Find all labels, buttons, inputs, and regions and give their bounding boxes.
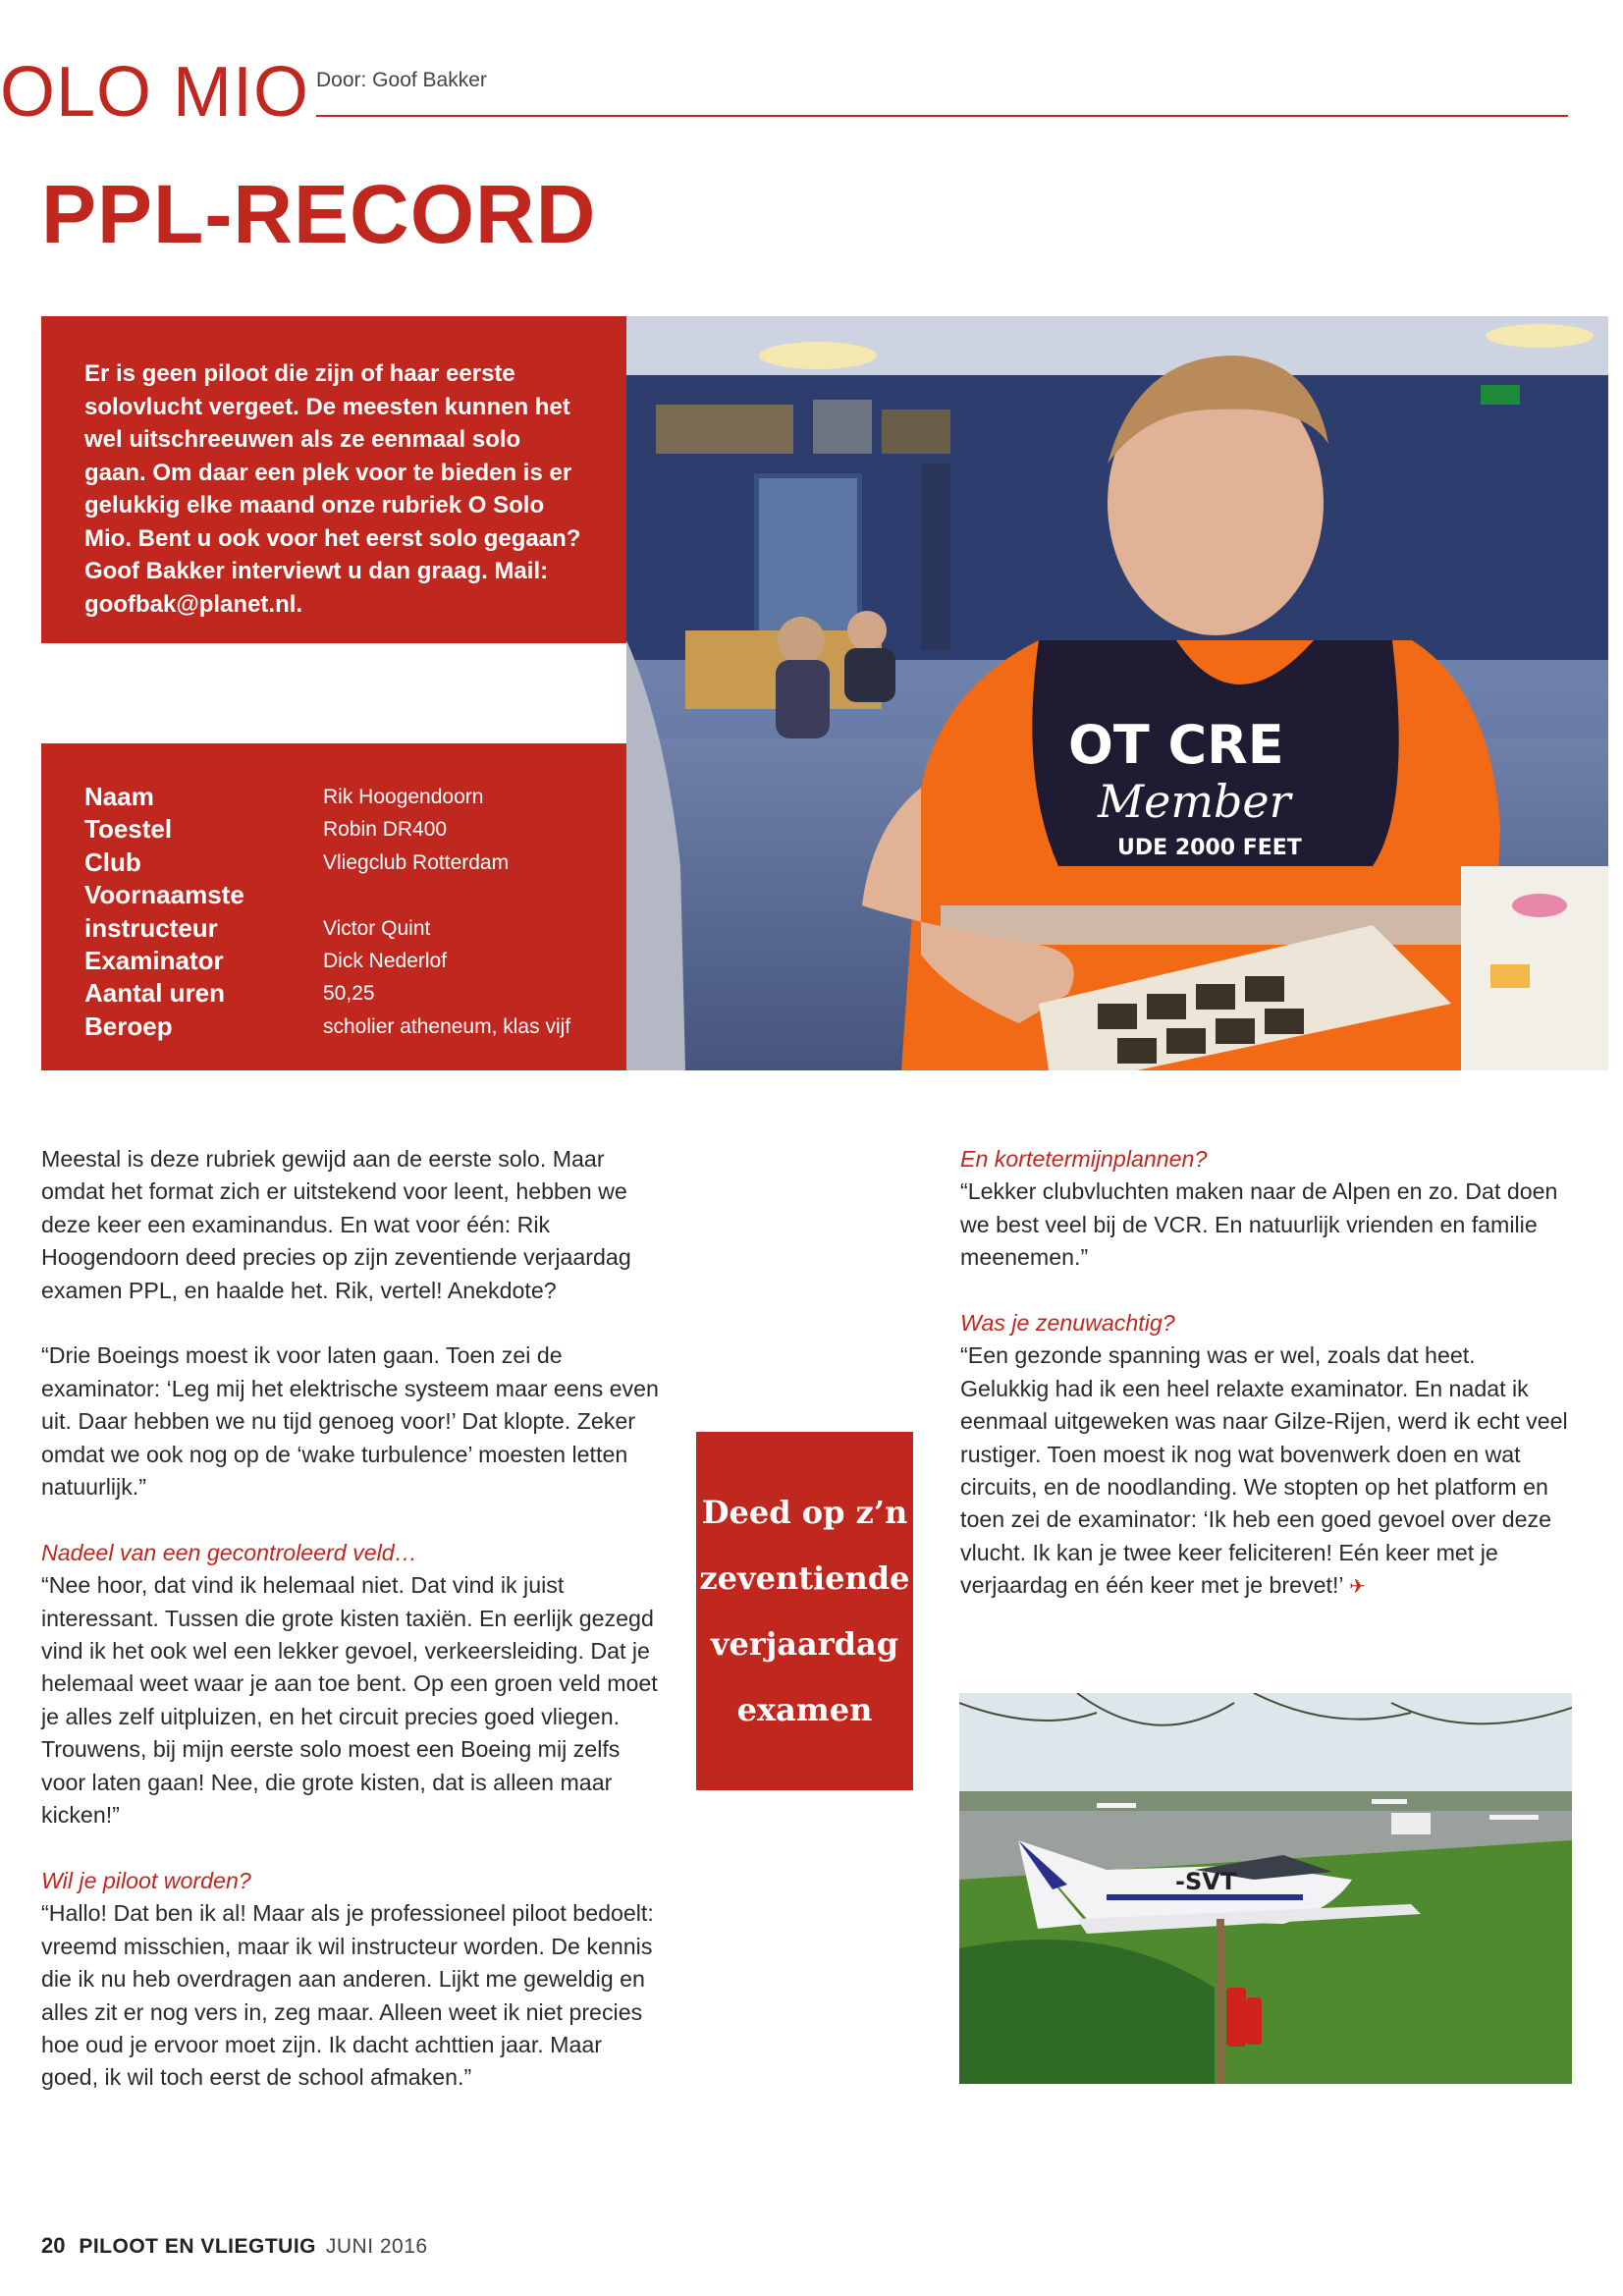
paragraph-text: Meestal is deze rubriek gewijd aan de eerste solo. Maar omdat het format zich er uitstekend voor leent, hebben we deze keer een examinandus. En wat voor één: Rik Hoogendoorn deed precies op zijn zeventiende verjaardag examen PPL, en haalde het. Rik, vertel! Anekdote?	[41, 1146, 631, 1303]
header-rule	[316, 115, 1568, 117]
fact-value: Vliegclub Rotterdam	[323, 850, 510, 874]
article-paragraph	[41, 1143, 660, 1307]
intro-box	[41, 316, 626, 643]
fact-label: Aantal uren	[84, 978, 226, 1009]
pull-quote-line: Deed op z’n	[701, 1493, 908, 1531]
shirt-text-script: Member	[1098, 775, 1291, 828]
fact-row	[84, 813, 607, 846]
shirt-text-top: OT CRE	[1068, 714, 1284, 776]
article-paragraph	[960, 1143, 1569, 1275]
fact-label: Examinator	[84, 945, 224, 975]
page-title: PPL-RECORD	[41, 168, 597, 260]
article-paragraph	[960, 1307, 1569, 1605]
fact-value: Dick Nederlof	[323, 949, 448, 972]
fact-label: Club	[84, 847, 141, 877]
fact-row	[84, 977, 607, 1010]
article-column-right	[960, 1143, 1569, 1637]
fact-row	[84, 945, 607, 977]
article-paragraph	[41, 1537, 660, 1832]
page-number: 20	[41, 2233, 66, 2258]
fact-value: Rik Hoogendoorn	[323, 786, 484, 808]
issue-date: JUNI 2016	[325, 2235, 428, 2258]
article-paragraph	[41, 1865, 660, 2095]
fact-row	[84, 847, 607, 879]
interview-question: Wil je piloot worden?	[41, 1867, 251, 1893]
fact-row	[84, 781, 607, 813]
fact-label: Beroep	[84, 1011, 173, 1041]
fact-value: 50,25	[323, 982, 375, 1006]
fact-label: Toestel	[84, 814, 173, 845]
fact-value: Victor Quint	[323, 916, 431, 940]
pull-quote-line: zeventiende	[699, 1558, 910, 1597]
fact-value: scholier atheneum, klas vijf	[323, 1014, 571, 1038]
paragraph-text: “Nee hoor, dat vind ik helemaal niet. Dat vind ik juist interessant. Tussen die grote kisten taxiën. En eerlijk gezegd vind ik het ook wel een lekker gevoel, verkeersleiding. Dat je helemaal weet waar je aan toe bent. Op een groen veld moet je alles zelf uitpluizen, en het circuit precies goed vliegen. Trouwens, bij mijn eerste solo moest een Boeing mij zelfs voor laten gaan! Nee, die grote kisten, dat is alleen maar kicken!”	[41, 1572, 658, 1829]
magazine-name: PILOOT EN VLIEGTUIG	[79, 2235, 317, 2258]
fact-label: instructeur	[84, 912, 218, 943]
facts-box	[41, 743, 626, 1070]
plane-icon: ✈	[1349, 1576, 1366, 1599]
fact-value: Robin DR400	[323, 818, 448, 842]
pull-quote-line: examen	[736, 1690, 873, 1728]
plane-registration: -SVT	[1175, 1868, 1237, 1895]
student-photo-illustration	[626, 316, 1608, 1070]
pull-quote-line: verjaardag	[710, 1624, 899, 1663]
pull-quote-text	[691, 1480, 917, 1743]
interview-question: Nadeel van een gecontroleerd veld…	[41, 1539, 417, 1565]
page-footer	[41, 2233, 428, 2259]
interview-question: En kortetermijnplannen?	[960, 1146, 1208, 1172]
fact-label: Voornaamste	[84, 880, 244, 910]
airfield-photo	[959, 1693, 1572, 2084]
intro-text: Er is geen piloot die zijn of haar eerste solovlucht vergeet. De meesten kunnen het wel uitschreeuwen als ze eenmaal solo gaan. Om daar een plek voor te bieden is er gelukkig elke maand onze rubriek O Solo Mio. Bent u ook voor het eerst solo gegaan? Goof Bakker interviewt u dan graag. Mail: goofbak@planet.nl.	[84, 360, 581, 618]
main-photo	[626, 316, 1608, 1070]
byline: Door: Goof Bakker	[316, 69, 487, 91]
fact-row	[84, 879, 607, 911]
shirt-text-bottom: UDE 2000 FEET	[1117, 836, 1302, 860]
article-paragraph	[41, 1339, 660, 1503]
paragraph-text: “Een gezonde spanning was er wel, zoals dat heet. Gelukkig had ik een heel relaxte examinator. En nadat ik eenmaal uitgeweken was naar Gilze-Rijen, werd ik echt veel rustiger. Toen moest ik nog wat bovenwerk doen en wat circuits, en de noodlanding. We stopten op het platform en toen zei de examinator: ‘Ik heb een goed gevoel over deze vlucht. Ik kan je twee keer feliciteren! Eén keer met je verjaardag en één keer met je brevet!’	[960, 1342, 1568, 1599]
fact-row	[84, 912, 607, 945]
interview-question: Was je zenuwachtig?	[960, 1310, 1175, 1337]
article-column-left	[41, 1143, 660, 2127]
airfield-photo-illustration	[959, 1693, 1572, 2084]
fact-row	[84, 1011, 607, 1043]
paragraph-text: “Hallo! Dat ben ik al! Maar als je professioneel piloot bedoelt: vreemd misschien, maar ik wil instructeur worden. De kennis die ik nu heb overdragen aan anderen. Lijkt me geweldig en alles zit er nog vers in, zeg maar. Alleen weet ik niet precies hoe oud je ervoor moet zijn. Ik dacht achttien jaar. Maar goed, ik wil toch eerst de school afmaken.”	[41, 1900, 654, 2091]
fact-label: Naam	[84, 782, 154, 811]
pull-quote	[696, 1432, 913, 1790]
paragraph-text: “Drie Boeings moest ik voor laten gaan. Toen zei de examinator: ‘Leg mij het elektrische systeem maar eens even uit. Daar hebben we nu tijd genoeg voor!’ Dat klopte. Zeker omdat we ook nog op de ‘wake turbulence’ moesten letten natuurlijk.”	[41, 1342, 659, 1501]
section-title: OLO MIO	[0, 53, 310, 132]
paragraph-text: “Lekker clubvluchten maken naar de Alpen en zo. Dat doen we best veel bij de VCR. En natuurlijk vrienden en familie meenemen.”	[960, 1178, 1558, 1271]
